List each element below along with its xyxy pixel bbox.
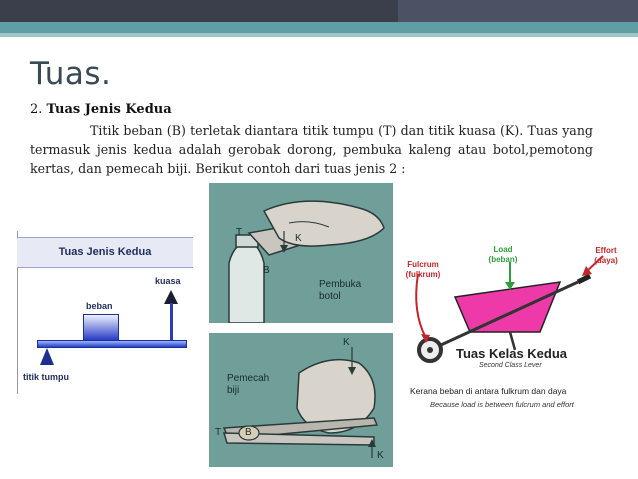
wb-caption: Kerana beban di antara fulkrum dan daya [410, 386, 567, 396]
opener-caption-1: Pembuka [319, 279, 362, 290]
subheading-text: Tuas Jenis Kedua [46, 102, 172, 117]
lever-diagram-header: Tuas Jenis Kedua [17, 237, 193, 268]
label-beban: beban [86, 301, 113, 311]
wb-load-label [480, 245, 526, 265]
opener-caption-2: botol [319, 291, 341, 302]
cracker-label-t: T [215, 427, 222, 438]
label-kuasa: kuasa [155, 276, 181, 286]
wb-title: Tuas Kelas Kedua [456, 346, 568, 361]
cracker-caption-1: Pemecah [227, 373, 270, 384]
cracker-label-k-top: K [343, 337, 350, 348]
wb-effort: Effort [595, 246, 617, 255]
subheading [30, 102, 172, 117]
wb-effort-local: (daya) [594, 256, 618, 265]
body-paragraph [30, 121, 593, 178]
wb-fulcrum: Fulcrum [407, 260, 439, 269]
subheading-number: 2. [30, 102, 43, 117]
opener-label-t: T [236, 227, 243, 238]
label-titik-tumpu: titik tumpu [23, 372, 69, 382]
wb-effort-label [584, 246, 628, 266]
nut-cracker-photo [209, 333, 393, 467]
top-bar-accent [398, 0, 638, 22]
load-block [83, 314, 119, 342]
nut-cracker-illustration [209, 333, 393, 467]
bottle-opener-photo [209, 183, 393, 323]
top-bar [0, 0, 638, 22]
opener-label-b: B [263, 265, 270, 276]
slide-title: Tuas. [30, 56, 112, 92]
cracker-caption-2: biji [227, 385, 240, 396]
effort-arrow-icon [164, 290, 178, 304]
wb-caption-en: Because load is between fulcrum and effort [430, 400, 574, 409]
header-band [0, 22, 638, 33]
wb-fulcrum-label [400, 260, 446, 280]
effort-arrow-stem [170, 303, 173, 340]
wb-fulcrum-local: (fulkrum) [405, 270, 441, 279]
cracker-label-b: B [245, 427, 252, 438]
bottle-opener-illustration [209, 183, 393, 323]
wb-load: Load [493, 245, 513, 254]
paragraph-text: Titik beban (B) terletak diantara titik tumpu (T) dan titik kuasa (K). Tuas yang termasuk jenis kedua adalah gerobak dorong, pembuka kaleng atau botol,pemotong kertas, dan pemecah biji. Berikut contoh dari tuas jenis 2 : [30, 123, 593, 176]
opener-label-k: K [295, 233, 302, 244]
wb-subtitle: Second Class Lever [479, 362, 542, 369]
lever-beam [37, 340, 187, 348]
cracker-label-k-bottom: K [377, 450, 384, 461]
fulcrum-triangle-icon [40, 348, 54, 365]
wb-load-local: (beban) [488, 255, 518, 264]
header-band-light [0, 33, 638, 37]
